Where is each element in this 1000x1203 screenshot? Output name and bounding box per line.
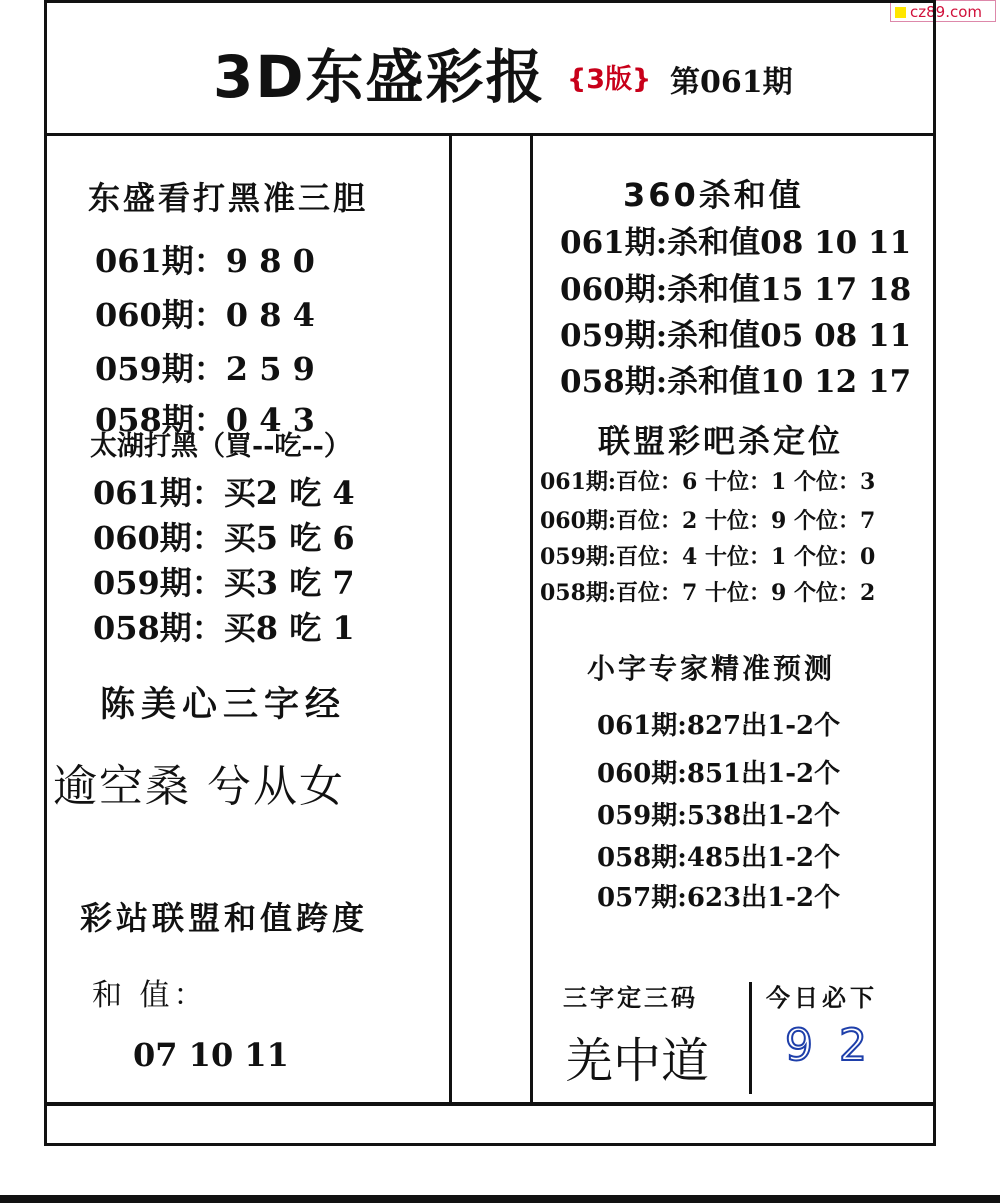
list-item: 061期:827出1-2个: [597, 711, 841, 741]
section-heading-kill-position: 联盟彩吧杀定位: [598, 422, 844, 460]
list-item: 061期:百位：6 十位：1 个位：3: [540, 469, 876, 495]
issue-number: 第061期: [670, 65, 793, 100]
page-bottom-rule: [0, 1195, 1000, 1203]
today-must-numbers: 9 2: [785, 1020, 873, 1071]
list-item: 059期:杀和值05 08 11: [560, 318, 912, 354]
list-item: 060期:杀和值15 17 18: [560, 272, 912, 308]
header-divider: [44, 133, 936, 136]
sum-values: 07 10 11: [133, 1036, 289, 1074]
section-heading-expert-forecast: 小字专家精准预测: [587, 652, 836, 685]
list-item: 057期:623出1-2个: [597, 883, 841, 913]
three-code-heading: 三字定三码: [563, 984, 698, 1012]
list-item: 059期:538出1-2个: [597, 801, 841, 831]
list-item: 061期：9 8 0: [95, 242, 315, 280]
list-item: 058期:百位：7 十位：9 个位：2: [540, 580, 876, 606]
list-item: 059期：2 5 9: [95, 350, 315, 388]
list-item: 058期:杀和值10 12 17: [560, 364, 912, 400]
bottom-box-divider: [749, 982, 752, 1094]
three-code-text: 羌中道: [565, 1033, 710, 1089]
list-item: 059期:百位：4 十位：1 个位：0: [540, 544, 876, 570]
footer-divider: [44, 1102, 936, 1106]
list-item: 059期：买3 吃 7: [93, 564, 355, 602]
section-heading-360-kill-sum: 360杀和值: [623, 176, 804, 214]
today-must-heading: 今日必下: [766, 984, 878, 1012]
list-item: 058期：0 4 3: [95, 401, 315, 439]
sum-label: 和 值：: [92, 978, 208, 1013]
section-heading-three-character: 陈美心三字经: [100, 684, 347, 725]
list-item: 060期:百位：2 十位：9 个位：7: [540, 508, 876, 534]
edition-badge: {3版}: [567, 64, 652, 95]
section-heading-sum-span: 彩站联盟和值跨度: [80, 899, 369, 937]
column-divider-left: [449, 136, 452, 1102]
three-character-verse: 逾空桑 兮从女: [53, 761, 345, 812]
section-heading-black-three: 东盛看打黑准三胆: [88, 179, 369, 217]
list-item: 060期:851出1-2个: [597, 759, 841, 789]
list-item: 060期：0 8 4: [95, 296, 315, 334]
list-item: 061期:杀和值08 10 11: [560, 225, 912, 261]
section-heading-taihu: 太湖打黑（買--吃--）: [90, 431, 351, 462]
page-title: 3D东盛彩报: [213, 43, 546, 111]
list-item: 060期：买5 吃 6: [93, 519, 355, 557]
list-item: 061期：买2 吃 4: [93, 474, 355, 512]
list-item: 058期:485出1-2个: [597, 843, 841, 873]
list-item: 058期：买8 吃 1: [93, 609, 355, 647]
column-divider-right: [530, 136, 533, 1102]
watermark-text: cz89.com: [910, 3, 983, 21]
